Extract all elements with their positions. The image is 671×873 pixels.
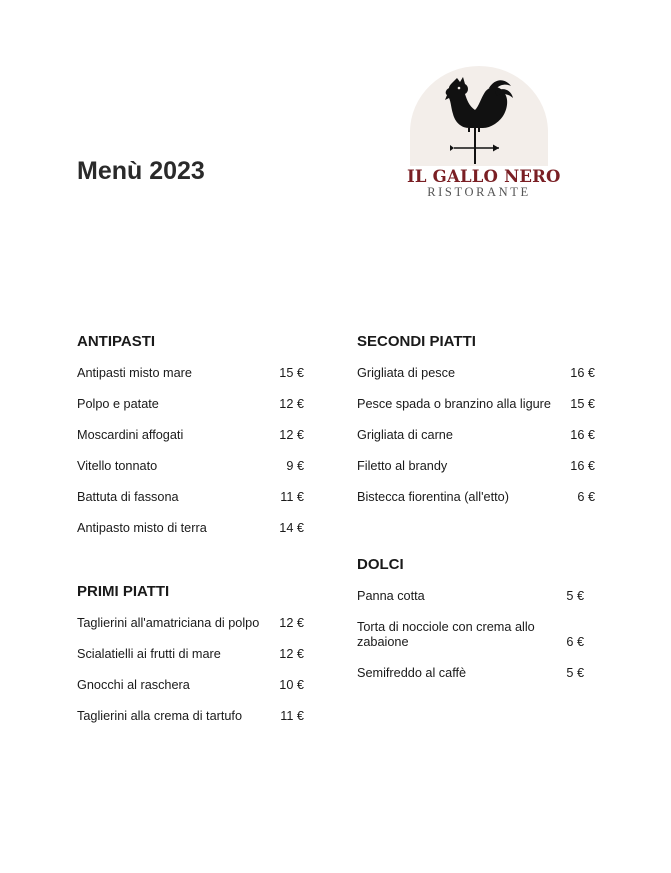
item-name: Semifreddo al caffè bbox=[357, 666, 467, 680]
menu-item bbox=[357, 397, 595, 428]
item-price: 15 € bbox=[279, 366, 304, 380]
logo-subtitle: RISTORANTE bbox=[427, 185, 531, 199]
menu-item bbox=[357, 490, 595, 521]
menu-item bbox=[357, 589, 584, 620]
item-price: 10 € bbox=[279, 678, 304, 692]
item-price: 9 € bbox=[286, 459, 304, 473]
item-name: Panna cotta bbox=[357, 589, 425, 603]
menu-item bbox=[77, 490, 304, 521]
menu-item bbox=[77, 678, 304, 709]
item-name: Pesce spada o branzino alla ligure bbox=[357, 397, 551, 411]
item-name: Vitello tonnato bbox=[77, 459, 158, 473]
menu-item bbox=[77, 428, 304, 459]
menu-item bbox=[77, 521, 304, 552]
restaurant-logo bbox=[407, 66, 561, 206]
item-name: Taglierini alla crema di tartufo bbox=[77, 709, 243, 723]
item-name: Taglierini all'amatriciana di polpo bbox=[77, 616, 260, 630]
section-title: DOLCI bbox=[357, 556, 404, 573]
section-dolci bbox=[357, 556, 584, 697]
item-price: 11 € bbox=[280, 490, 304, 504]
section-secondi-piatti bbox=[357, 333, 595, 521]
item-price: 12 € bbox=[279, 616, 304, 630]
item-price: 5 € bbox=[566, 589, 584, 603]
item-name: Antipasti misto mare bbox=[77, 366, 192, 380]
item-name: Polpo e patate bbox=[77, 397, 159, 411]
menu-item bbox=[357, 459, 595, 490]
menu-item bbox=[357, 428, 595, 459]
item-name: Bistecca fiorentina (all'etto) bbox=[357, 490, 509, 504]
section-antipasti bbox=[77, 333, 304, 552]
item-price: 12 € bbox=[279, 428, 304, 442]
item-price: 11 € bbox=[280, 709, 304, 723]
item-name: Antipasto misto di terra bbox=[77, 521, 207, 535]
menu-item bbox=[357, 666, 584, 697]
item-price: 12 € bbox=[279, 647, 304, 661]
item-name: Moscardini affogati bbox=[77, 428, 184, 442]
item-price: 5 € bbox=[566, 666, 584, 680]
menu-item bbox=[357, 366, 595, 397]
menu-item bbox=[77, 366, 304, 397]
item-price: 16 € bbox=[570, 428, 595, 442]
item-name: Gnocchi al raschera bbox=[77, 678, 190, 692]
item-name: Battuta di fassona bbox=[77, 490, 179, 504]
item-name: Torta di nocciole con crema allo zabaione bbox=[357, 620, 535, 649]
item-price: 16 € bbox=[570, 366, 595, 380]
section-title: SECONDI PIATTI bbox=[357, 333, 476, 350]
item-price: 14 € bbox=[279, 521, 304, 535]
item-price: 6 € bbox=[577, 490, 595, 504]
item-price: 16 € bbox=[570, 459, 595, 473]
item-name: Grigliata di pesce bbox=[357, 366, 456, 380]
item-price: 15 € bbox=[570, 397, 595, 411]
item-price: 6 € bbox=[566, 635, 584, 649]
menu-item bbox=[357, 620, 584, 666]
logo-name: IL GALLO NERO bbox=[407, 167, 561, 186]
section-title: PRIMI PIATTI bbox=[77, 583, 170, 600]
section-title: ANTIPASTI bbox=[77, 333, 156, 350]
menu-item bbox=[77, 647, 304, 678]
menu-item bbox=[77, 616, 304, 647]
page-title: Menù 2023 bbox=[77, 157, 205, 185]
item-name: Scialatielli ai frutti di mare bbox=[77, 647, 221, 661]
menu-item bbox=[77, 397, 304, 428]
menu-item bbox=[77, 459, 304, 490]
item-name: Filetto al brandy bbox=[357, 459, 448, 473]
menu-item bbox=[77, 709, 304, 740]
item-name: Grigliata di carne bbox=[357, 428, 453, 442]
section-primi-piatti bbox=[77, 583, 304, 740]
item-price: 12 € bbox=[279, 397, 304, 411]
